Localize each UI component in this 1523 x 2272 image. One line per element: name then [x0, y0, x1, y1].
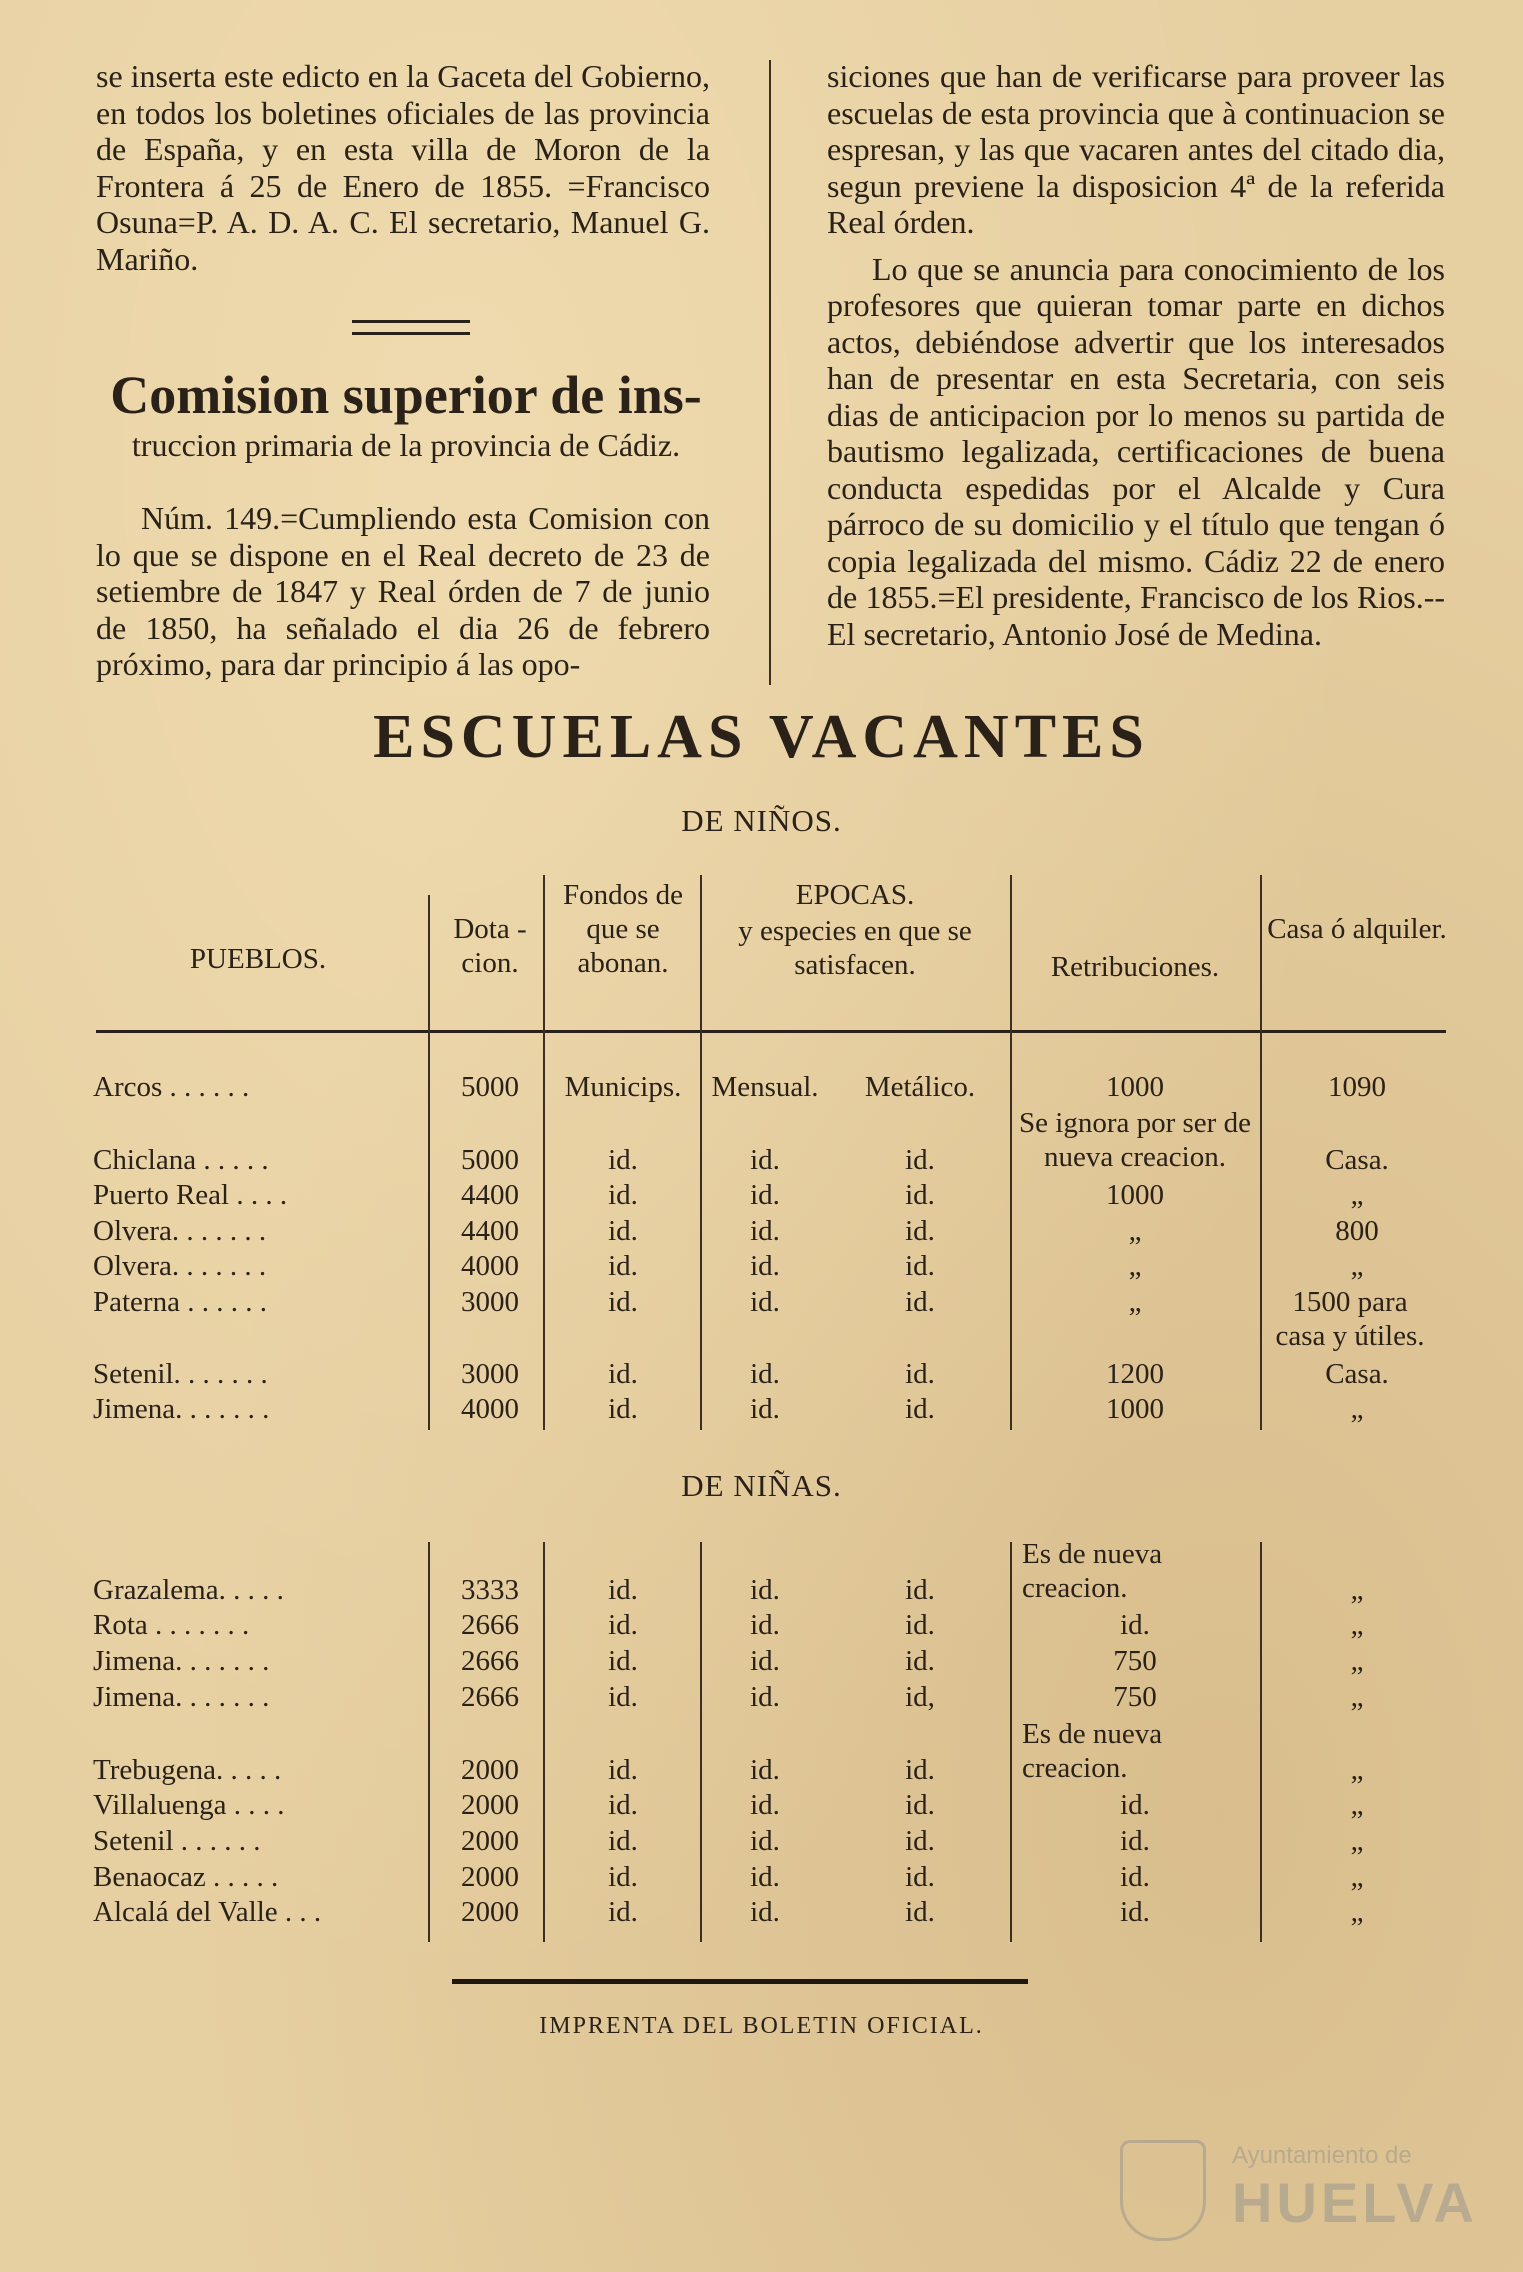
- table-cell-retribuciones: 750: [1113, 1645, 1157, 1677]
- double-rule: [352, 320, 470, 335]
- table-cell-fondos: id.: [608, 1609, 638, 1641]
- table-cell-casa: „: [1350, 1789, 1364, 1821]
- table-cell-dotacion: 2666: [461, 1681, 519, 1713]
- table-cell-especie: id.: [905, 1861, 935, 1893]
- table-cell-casa: 1500 para casa y útiles.: [1275, 1286, 1425, 1352]
- bottom-rule: [452, 1979, 1028, 1984]
- table-cell-pueblo: Alcalá del Valle . . .: [93, 1896, 322, 1928]
- table-cell-retribuciones: 750: [1113, 1681, 1157, 1713]
- header-casa: Casa ó alquiler.: [1267, 913, 1447, 945]
- table-cell-pueblo: Setenil. . . . . . .: [93, 1358, 268, 1390]
- header-pueblos: PUEBLOS.: [189, 943, 327, 975]
- table-cell-epoca: id.: [750, 1609, 780, 1641]
- table-cell-epoca: id.: [750, 1144, 780, 1176]
- table-cell-fondos: id.: [608, 1896, 638, 1928]
- table-cell-pueblo: Olvera. . . . . . .: [93, 1215, 267, 1247]
- table-cell-especie: id.: [905, 1250, 935, 1282]
- table-cell-pueblo: Paterna . . . . . .: [93, 1286, 267, 1318]
- table-cell-fondos: id.: [608, 1215, 638, 1247]
- archive-watermark: [1120, 2140, 1480, 2240]
- table-cell-casa: „: [1350, 1681, 1364, 1713]
- table-cell-dotacion: 3000: [461, 1286, 519, 1318]
- table-cell-retribuciones: „: [1128, 1250, 1142, 1282]
- table-cell-casa: „: [1350, 1179, 1364, 1211]
- table-cell-epoca: id.: [750, 1825, 780, 1857]
- table-cell-pueblo: Jimena. . . . . . .: [93, 1681, 270, 1713]
- table-cell-fondos: id.: [608, 1393, 638, 1425]
- table-cell-dotacion: 2666: [461, 1645, 519, 1677]
- table-cell-especie: id.: [905, 1179, 935, 1211]
- table-cell-fondos: Municips.: [564, 1071, 682, 1103]
- header-dotacion: Dota - cion.: [453, 913, 527, 979]
- table-cell-casa: „: [1350, 1861, 1364, 1893]
- table-cell-dotacion: 4000: [461, 1250, 519, 1282]
- table-cell-retribuciones: Es de nueva creacion.: [1022, 1718, 1163, 1784]
- left-column: [96, 58, 710, 277]
- table-cell-especie: id.: [905, 1896, 935, 1928]
- table-cell-retribuciones: 1000: [1106, 1071, 1164, 1103]
- watermark-big: HUELVA: [1232, 2171, 1478, 2234]
- table-cell-pueblo: Benaocaz . . . . .: [93, 1861, 279, 1893]
- table-cell-epoca: id.: [750, 1681, 780, 1713]
- table-cell-especie: id.: [905, 1609, 935, 1641]
- header-fondos: Fondos de que se abonan.: [562, 879, 684, 979]
- table-cell-especie: id.: [905, 1286, 935, 1318]
- table-cell-fondos: id.: [608, 1861, 638, 1893]
- table-cell-dotacion: 2000: [461, 1861, 519, 1893]
- table-cell-pueblo: Rota . . . . . . .: [93, 1609, 250, 1641]
- table-cell-dotacion: 3000: [461, 1358, 519, 1390]
- table-cell-dotacion: 4000: [461, 1393, 519, 1425]
- table-cell-epoca: id.: [750, 1896, 780, 1928]
- table-cell-fondos: id.: [608, 1358, 638, 1390]
- commission-subheading: truccion primaria de la provincia de Cádiz.: [131, 427, 681, 463]
- commission-heading: Comision superior de ins-: [110, 365, 702, 425]
- col-line: [543, 1542, 545, 1942]
- table-cell-casa: Casa.: [1325, 1144, 1389, 1176]
- table-cell-retribuciones: id.: [1120, 1789, 1150, 1821]
- table-cell-dotacion: 5000: [461, 1071, 519, 1103]
- table-cell-retribuciones: id.: [1120, 1825, 1150, 1857]
- table-cell-casa: „: [1350, 1896, 1364, 1928]
- table-cell-fondos: id.: [608, 1179, 638, 1211]
- table-cell-pueblo: Chiclana . . . . .: [93, 1144, 269, 1176]
- printer-footer: IMPRENTA DEL BOLETIN OFICIAL.: [539, 2013, 984, 2039]
- table-cell-epoca: id.: [750, 1645, 780, 1677]
- table-cell-casa: „: [1350, 1645, 1364, 1677]
- table-cell-pueblo: Arcos . . . . . .: [93, 1071, 250, 1103]
- table-cell-retribuciones: „: [1128, 1215, 1142, 1247]
- table-cell-especie: id,: [905, 1681, 935, 1713]
- table-cell-retribuciones: 1200: [1106, 1358, 1164, 1390]
- table-cell-casa: „: [1350, 1825, 1364, 1857]
- section-ninas-title: DE NIÑAS.: [681, 1468, 842, 1503]
- table-cell-fondos: id.: [608, 1825, 638, 1857]
- table-cell-pueblo: Olvera. . . . . . .: [93, 1250, 267, 1282]
- table-cell-epoca: id.: [750, 1358, 780, 1390]
- table-cell-casa: 1090: [1328, 1071, 1386, 1103]
- table-cell-fondos: id.: [608, 1681, 638, 1713]
- table-cell-especie: id.: [905, 1215, 935, 1247]
- table-cell-epoca: id.: [750, 1861, 780, 1893]
- commission-paragraph: Núm. 149.=Cumpliendo esta Comision con lo que se dispone en el Real decreto de 23 de setiembre de 1847 y Real órden de 7 de junio de 1850, ha señalado el dia 26 de febrero próximo, para dar principio á las opo-: [96, 500, 710, 682]
- table-cell-fondos: id.: [608, 1144, 638, 1176]
- watermark-small: Ayuntamiento de: [1232, 2142, 1412, 2169]
- table-cell-fondos: id.: [608, 1286, 638, 1318]
- col-line: [428, 1542, 430, 1942]
- table-cell-pueblo: Jimena. . . . . . .: [93, 1393, 270, 1425]
- table-cell-casa: Casa.: [1325, 1358, 1389, 1390]
- table-cell-casa: 800: [1335, 1215, 1379, 1247]
- table-cell-especie: id.: [905, 1393, 935, 1425]
- table-cell-casa: „: [1350, 1574, 1364, 1606]
- table-cell-dotacion: 3333: [461, 1574, 519, 1606]
- table-cell-fondos: id.: [608, 1789, 638, 1821]
- table-cell-epoca: id.: [750, 1754, 780, 1786]
- table-cell-retribuciones: id.: [1120, 1896, 1150, 1928]
- header-retribuciones: Retribuciones.: [1050, 951, 1220, 983]
- table-cell-especie: Metálico.: [864, 1071, 976, 1103]
- table-cell-pueblo: Puerto Real . . . .: [93, 1179, 288, 1211]
- table-cell-epoca: Mensual.: [711, 1071, 819, 1103]
- table-cell-pueblo: Grazalema. . . . .: [93, 1574, 284, 1606]
- table-cell-casa: „: [1350, 1754, 1364, 1786]
- right-paragraph-1: siciones que han de verificarse para proveer las escuelas de esta provincia que à continuacion se espresan, y las que vacaren antes del citado dia, segun previene la disposicion 4ª de la referida Real órden.: [827, 58, 1445, 240]
- table-cell-especie: id.: [905, 1645, 935, 1677]
- table-cell-dotacion: 2000: [461, 1896, 519, 1928]
- table-cell-especie: id.: [905, 1144, 935, 1176]
- table-cell-retribuciones: id.: [1120, 1609, 1150, 1641]
- header-rule: [96, 1030, 1446, 1033]
- table-cell-epoca: id.: [750, 1574, 780, 1606]
- table-cell-especie: id.: [905, 1358, 935, 1390]
- table-cell-pueblo: Villaluenga . . . .: [93, 1789, 285, 1821]
- col-line: [428, 895, 430, 1430]
- table-cell-especie: id.: [905, 1789, 935, 1821]
- header-epocas-sub: y especies en que se satisfacen.: [738, 915, 972, 981]
- seal-icon: [1120, 2140, 1206, 2241]
- table-cell-fondos: id.: [608, 1645, 638, 1677]
- column-divider: [769, 60, 771, 685]
- table-cell-casa: „: [1350, 1609, 1364, 1641]
- main-title: ESCUELAS VACANTES: [373, 703, 1150, 771]
- table-cell-especie: id.: [905, 1754, 935, 1786]
- table-cell-epoca: id.: [750, 1250, 780, 1282]
- table-cell-epoca: id.: [750, 1286, 780, 1318]
- table-cell-retribuciones: „: [1128, 1286, 1142, 1318]
- table-cell-retribuciones: id.: [1120, 1861, 1150, 1893]
- table-cell-casa: „: [1350, 1393, 1364, 1425]
- table-cell-especie: id.: [905, 1825, 935, 1857]
- header-epocas: EPOCAS.: [795, 879, 915, 911]
- table-cell-fondos: id.: [608, 1754, 638, 1786]
- section-ninos-title: DE NIÑOS.: [681, 803, 842, 838]
- table-cell-fondos: id.: [608, 1574, 638, 1606]
- table-cell-retribuciones: Se ignora por ser de nueva creacion.: [1019, 1107, 1251, 1173]
- table-cell-dotacion: 4400: [461, 1215, 519, 1247]
- right-paragraph-2: Lo que se anuncia para conocimiento de los profesores que quieran tomar parte en dichos actos, debiéndose advertir que los interesados han de presentar en esta Secretaria, con seis dias de anticipacion por lo menos su partida de bautismo legalizada, certificaciones de buena conducta espedidas por el Alcalde y Cura párroco de su domicilio y el título que tengan ó copia legalizada del mismo. Cádiz 22 de enero de 1855.=El presidente, Francisco de los Rios.--El secretario, Antonio José de Medina.: [827, 250, 1445, 652]
- table-cell-epoca: id.: [750, 1393, 780, 1425]
- table-cell-retribuciones: 1000: [1106, 1179, 1164, 1211]
- col-line: [543, 875, 545, 1430]
- edict-text: se inserta este edicto en la Gaceta del Gobierno, en todos los boletines oficiales de las provincia de España, y en esta villa de Moron de la Frontera á 25 de Enero de 1855. =Francisco Osuna=P. A. D. A. C. El secretario, Manuel G. Mariño.: [96, 58, 710, 277]
- table-cell-retribuciones: 1000: [1106, 1393, 1164, 1425]
- table-cell-dotacion: 2666: [461, 1609, 519, 1641]
- table-cell-pueblo: Setenil . . . . . .: [93, 1825, 261, 1857]
- right-column: [827, 58, 1445, 652]
- table-cell-dotacion: 2000: [461, 1825, 519, 1857]
- table-cell-fondos: id.: [608, 1250, 638, 1282]
- table-cell-especie: id.: [905, 1574, 935, 1606]
- table-cell-pueblo: Trebugena. . . . .: [93, 1754, 282, 1786]
- left-paragraph-block: [96, 500, 710, 683]
- table-cell-dotacion: 5000: [461, 1144, 519, 1176]
- table-cell-dotacion: 4400: [461, 1179, 519, 1211]
- table-cell-epoca: id.: [750, 1789, 780, 1821]
- table-cell-dotacion: 2000: [461, 1789, 519, 1821]
- table-cell-epoca: id.: [750, 1215, 780, 1247]
- table-cell-retribuciones: Es de nueva creacion.: [1022, 1538, 1163, 1604]
- table-cell-pueblo: Jimena. . . . . . .: [93, 1645, 270, 1677]
- table-cell-epoca: id.: [750, 1179, 780, 1211]
- table-cell-casa: „: [1350, 1250, 1364, 1282]
- table-cell-dotacion: 2000: [461, 1754, 519, 1786]
